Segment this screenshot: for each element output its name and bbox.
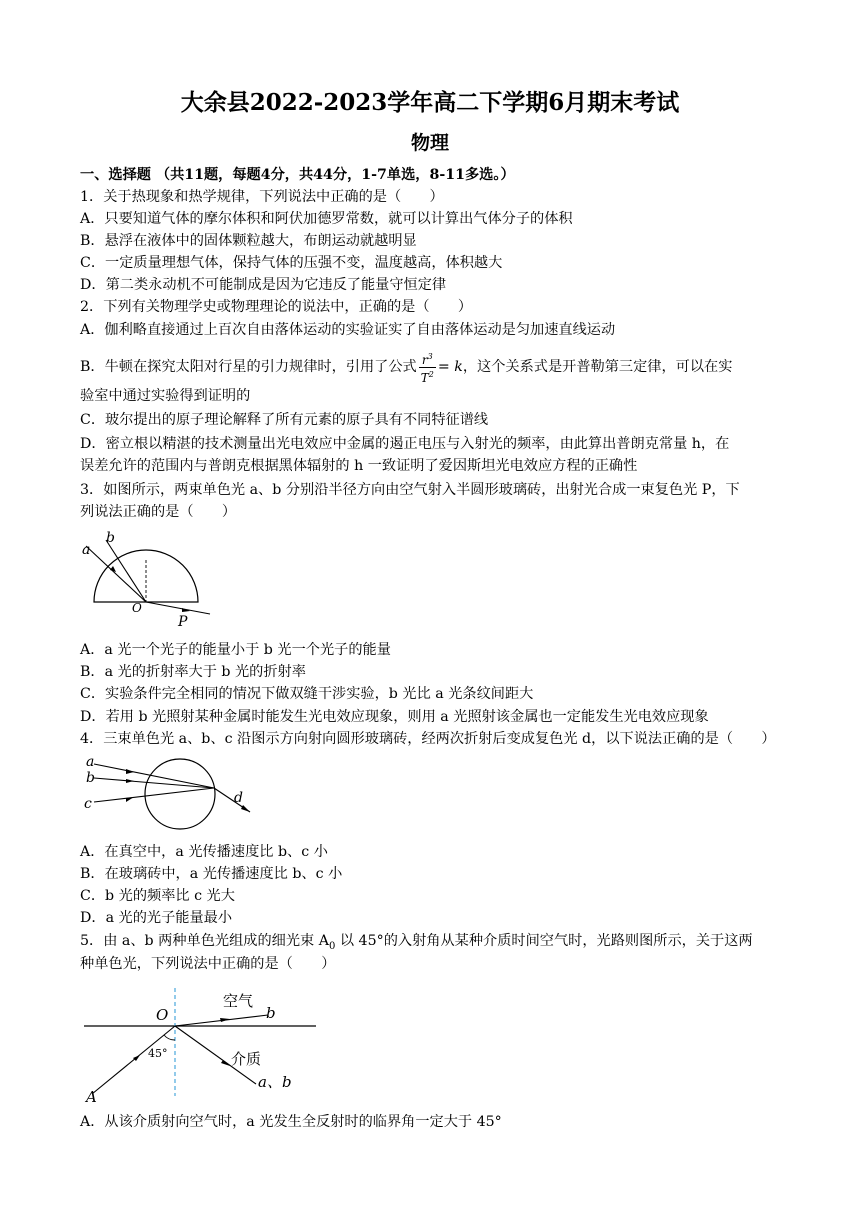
q5-stem-sub: 0 bbox=[328, 940, 336, 952]
q2-option-b bbox=[80, 349, 732, 385]
q2-option-b-text-post: ，这个关系式是开普勒第三定律，可以在实 bbox=[462, 359, 733, 375]
formula-rhs: = k bbox=[437, 359, 463, 375]
q5-stem-post: 以 45°的入射角从某种介质时间空气时，光路则图所示，关于这两 bbox=[335, 933, 753, 949]
q3-stem-line1: 3．如图所示，两束单色光 a、b 分别沿半径方向由空气射入半圆形玻璃砖，出射光合成一束复色光 P，下 bbox=[80, 482, 740, 498]
q4-stem: 4．三束单色光 a、b、c 沿图示方向射向圆形玻璃砖，经两次折射后变成复色光 d，以下说法正确的是（ ） bbox=[80, 731, 776, 747]
q1-stem: 1．关于热现象和热学规律，下列说法中正确的是（ ） bbox=[80, 189, 444, 205]
formula-r: r bbox=[421, 352, 428, 367]
q3-semicircle-figure bbox=[76, 530, 226, 630]
q4-label-d: d bbox=[234, 790, 243, 806]
q2-option-a: A．伽利略直接通过上百次自由落体运动的实验证实了自由落体运动是匀加速直线运动 bbox=[80, 322, 616, 338]
q5-label-a-point: A bbox=[86, 1088, 97, 1104]
q4-label-b: b bbox=[86, 770, 95, 786]
q3-option-d: D．若用 b 光照射某种金属时能发生光电效应现象，则用 a 光照射该金属也一定能发生光电效应现象 bbox=[80, 709, 709, 725]
q3-stem-line2: 列说法正确的是（ ） bbox=[80, 504, 237, 520]
formula-r-exp: 3 bbox=[427, 351, 433, 361]
q3-option-b: B．a 光的折射率大于 b 光的折射率 bbox=[80, 664, 306, 680]
kepler-formula bbox=[419, 350, 436, 385]
q4-label-a: a bbox=[86, 754, 95, 770]
q5-stem-line1 bbox=[80, 931, 753, 957]
q1-option-c: C．一定质量理想气体，保持气体的压强不变，温度越高，体积越大 bbox=[80, 255, 503, 271]
q5-label-o: O bbox=[156, 1006, 169, 1024]
q4-option-c: C．b 光的频率比 c 光大 bbox=[80, 888, 235, 904]
q4-circle-figure bbox=[80, 750, 270, 840]
q5-label-medium: 介质 bbox=[231, 1050, 262, 1068]
page-title: 大余县2022-2023学年高二下学期6月期末考试 bbox=[180, 89, 680, 116]
q5-label-air: 空气 bbox=[223, 992, 254, 1010]
q3-label-p: P bbox=[178, 614, 188, 630]
q5-interface-figure bbox=[80, 984, 320, 1104]
formula-t: T bbox=[420, 370, 429, 385]
q3-option-a: A．a 光一个光子的能量小于 b 光一个光子的能量 bbox=[80, 642, 391, 658]
q5-stem-line2: 种单色光，下列说法中正确的是（ ） bbox=[80, 956, 336, 972]
q1-option-a: A．只要知道气体的摩尔体积和阿伏加德罗常数，就可以计算出气体分子的体积 bbox=[80, 211, 573, 227]
q2-stem: 2．下列有关物理学史或物理理论的说法中，正确的是（ ） bbox=[80, 299, 473, 315]
q2-option-c: C．玻尔提出的原子理论解释了所有元素的原子具有不同特征谱线 bbox=[80, 412, 489, 428]
q4-label-c: c bbox=[84, 796, 92, 812]
q5-label-b: b bbox=[266, 1004, 276, 1022]
q2-option-d-line1: D．密立根以精湛的技术测量出光电效应中金属的遏正电压与入射光的频率，由此算出普朗克常量 h，在 bbox=[80, 436, 730, 452]
q3-option-c: C．实验条件完全相同的情况下做双缝干涉实验，b 光比 a 光条纹间距大 bbox=[80, 686, 534, 702]
q2-option-b-cont: 验室中通过实验得到证明的 bbox=[80, 388, 251, 404]
q5-label-ab: a、b bbox=[258, 1073, 292, 1091]
page-subtitle: 物理 bbox=[410, 132, 449, 154]
q3-label-o: O bbox=[132, 601, 142, 615]
q2-option-d-line2: 误差允许的范围内与普朗克根据黑体辐射的 h 一致证明了爱因斯坦光电效应方程的正确性 bbox=[80, 458, 638, 474]
q4-option-b: B．在玻璃砖中，a 光传播速度比 b、c 小 bbox=[80, 866, 343, 882]
q2-option-b-text-pre: B．牛顿在探究太阳对行星的引力规律时，引用了公式 bbox=[80, 359, 417, 375]
q1-option-d: D．第二类永动机不可能制成是因为它违反了能量守恒定律 bbox=[80, 277, 447, 293]
q1-option-b: B．悬浮在液体中的固体颗粒越大，布朗运动就越明显 bbox=[80, 233, 417, 249]
section-heading: 一、选择题 （共11题，每题4分，共44分，1-7单选，8-11多选。） bbox=[80, 167, 515, 183]
q4-option-d: D．a 光的光子能量最小 bbox=[80, 910, 233, 926]
q3-label-b: b bbox=[106, 530, 115, 546]
q3-label-a: a bbox=[82, 542, 91, 558]
q4-option-a: A．在真空中，a 光传播速度比 b、c 小 bbox=[80, 844, 328, 860]
q5-stem-pre: 5．由 a、b 两种单色光组成的细光束 A bbox=[80, 933, 329, 949]
q5-label-angle: 45° bbox=[148, 1047, 168, 1060]
q5-option-a: A．从该介质射向空气时，a 光发生全反射时的临界角一定大于 45° bbox=[80, 1114, 502, 1130]
formula-t-exp: 2 bbox=[428, 369, 434, 379]
